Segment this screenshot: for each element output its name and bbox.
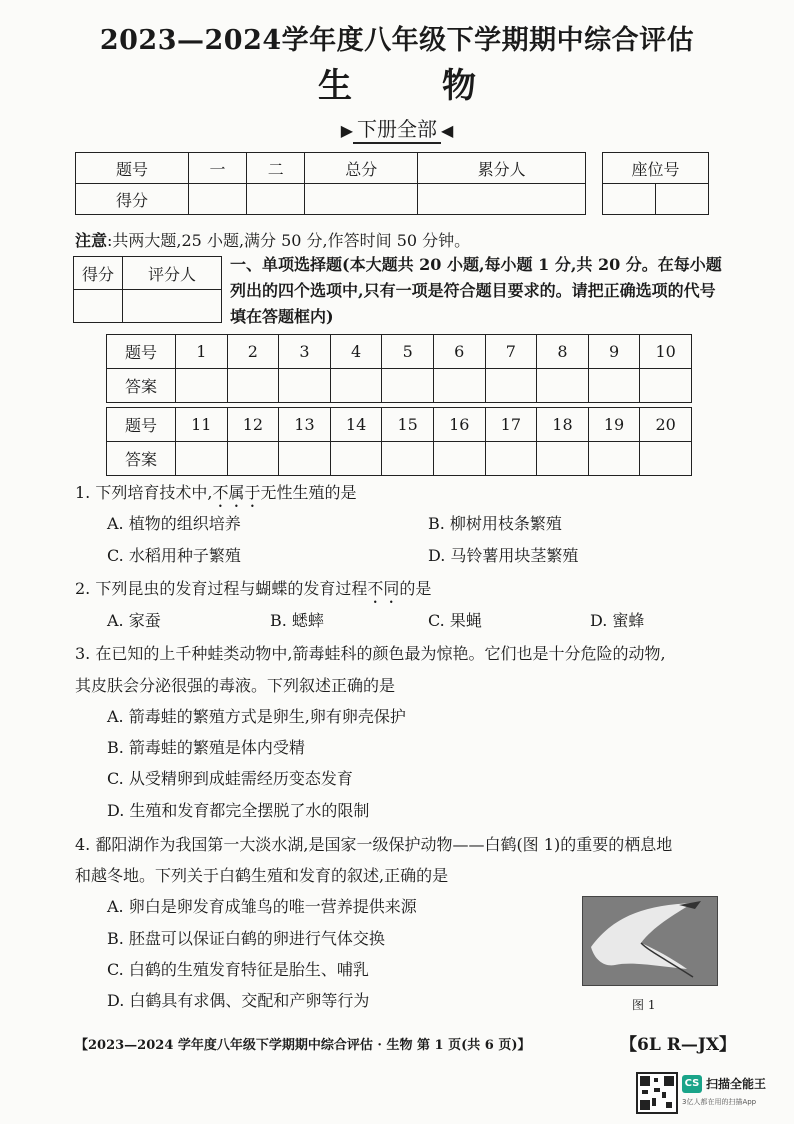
question-number: 20: [640, 408, 692, 442]
option-d: D. 白鹤具有求偶、交配和产卵等行为: [107, 991, 370, 1010]
answer-cell[interactable]: [330, 442, 382, 476]
emphasis-text: 不属于: [212, 483, 261, 502]
answer-cell[interactable]: [433, 369, 485, 403]
answer-cell[interactable]: [382, 369, 434, 403]
grader-score-label: 得分: [74, 257, 123, 290]
scanner-app-name: 扫描全能王: [706, 1077, 767, 1091]
score-cell[interactable]: [305, 184, 418, 215]
question-1-stem: [75, 480, 356, 511]
answer-cell[interactable]: [537, 369, 589, 403]
score-table-header: 总分: [305, 153, 418, 184]
answer-cell[interactable]: [227, 442, 279, 476]
question-number: 14: [330, 408, 382, 442]
seat-label: 座位号: [603, 153, 709, 184]
option-d: D. 生殖和发育都完全摆脱了水的限制: [107, 801, 370, 820]
scanner-tagline: 3亿人都在用的扫描App: [682, 1098, 757, 1106]
score-table-header: 累分人: [418, 153, 586, 184]
score-cell[interactable]: [247, 184, 305, 215]
answer-cell[interactable]: [588, 369, 640, 403]
notice-text: :共两大题,25 小题,满分 50 分,作答时间 50 分钟。: [107, 231, 471, 250]
question-number: 15: [382, 408, 434, 442]
question-text: 无性生殖的是: [260, 483, 357, 502]
question-number: 1: [176, 335, 228, 369]
paper-code: 【6L R—JX】: [620, 1035, 737, 1055]
question-number: 18: [537, 408, 589, 442]
option-b: B. 柳树用枝条繁殖: [428, 514, 562, 533]
answer-table-a-label: 答案: [107, 442, 176, 476]
score-table-header: 一: [188, 153, 246, 184]
option-b: B. 蟋蟀: [270, 611, 324, 630]
answer-table-q-label: 题号: [107, 335, 176, 369]
question-4-line-1: 4. 鄱阳湖作为我国第一大淡水湖,是国家一级保护动物——白鹤(图 1)的重要的栖息地: [75, 835, 673, 854]
section-instructions: 一、单项选择题(本大题共 20 小题,每小题 1 分,共 20 分。在每小题列出的四个选项中,只有一项是符合题目要求的。请把正确选项的代号填在答题框内): [230, 255, 722, 326]
right-triangle-icon: ▶: [340, 121, 353, 140]
score-cell[interactable]: [188, 184, 246, 215]
answer-cell[interactable]: [227, 369, 279, 403]
question-number: 4: [330, 335, 382, 369]
answer-cell[interactable]: [640, 369, 692, 403]
option-c: C. 从受精卵到成蛙需经历变态发育: [107, 769, 353, 788]
answer-cell[interactable]: [640, 442, 692, 476]
score-row-label: 得分: [76, 184, 189, 215]
question-number: 17: [485, 408, 537, 442]
answer-cell[interactable]: [279, 442, 331, 476]
option-a: A. 家蚕: [107, 611, 161, 630]
grader-reviewer-label: 评分人: [123, 257, 222, 290]
option-c: C. 果蝇: [428, 611, 482, 630]
question-text: 1. 下列培育技术中,: [75, 483, 213, 502]
answer-cell[interactable]: [330, 369, 382, 403]
page-footer: 【2023—2024 学年度八年级下学期期中综合评估 · 生物 第 1 页(共 6 页)】: [75, 1038, 531, 1053]
question-2-stem: [75, 576, 431, 607]
white-crane-image: [583, 897, 717, 985]
subject-title: 生物: [318, 66, 566, 106]
answer-cell[interactable]: [485, 442, 537, 476]
seat-table: [602, 152, 709, 215]
question-number: 5: [382, 335, 434, 369]
figure-caption: 图 1: [632, 998, 656, 1012]
question-number: 6: [433, 335, 485, 369]
answer-cell[interactable]: [485, 369, 537, 403]
crane-photo: [582, 896, 718, 986]
option-b: B. 箭毒蛙的繁殖是体内受精: [107, 738, 305, 757]
question-3-line-2: 其皮肤会分泌很强的毒液。下列叙述正确的是: [75, 676, 396, 695]
question-number: 16: [433, 408, 485, 442]
question-number: 13: [279, 408, 331, 442]
answer-table: [106, 334, 692, 476]
answer-cell[interactable]: [382, 442, 434, 476]
grader-table: [73, 256, 222, 323]
answer-table-q-label: 题号: [107, 408, 176, 442]
question-number: 3: [279, 335, 331, 369]
option-b: B. 胚盘可以保证白鹤的卵进行气体交换: [107, 929, 385, 948]
question-number: 12: [227, 408, 279, 442]
question-3-line-1: 3. 在已知的上千种蛙类动物中,箭毒蛙科的颜色最为惊艳。它们也是十分危险的动物,: [75, 644, 666, 663]
question-number: 7: [485, 335, 537, 369]
score-table-header: 二: [247, 153, 305, 184]
answer-cell[interactable]: [176, 442, 228, 476]
question-number: 9: [588, 335, 640, 369]
option-a: A. 植物的组织培养: [107, 514, 241, 533]
option-d: D. 蜜蜂: [590, 611, 645, 630]
score-cell[interactable]: [418, 184, 586, 215]
camscanner-logo-icon: CS: [682, 1075, 702, 1093]
grader-score-cell[interactable]: [74, 290, 123, 323]
question-text: 2. 下列昆虫的发育过程与蝴蝶的发育过程: [75, 579, 368, 598]
question-text: 的是: [399, 579, 432, 598]
question-number: 11: [176, 408, 228, 442]
score-table-header: 题号: [76, 153, 189, 184]
seat-cell[interactable]: [603, 184, 656, 215]
option-c: C. 水稻用种子繁殖: [107, 546, 241, 565]
scope-text: 下册全部: [353, 113, 441, 144]
score-table: [75, 152, 586, 215]
notice-label: 注意: [75, 231, 108, 250]
option-a: A. 卵白是卵发育成雏鸟的唯一营养提供来源: [107, 897, 417, 916]
answer-cell[interactable]: [433, 442, 485, 476]
emphasis-text: 不同: [367, 579, 400, 598]
question-number: 19: [588, 408, 640, 442]
grader-reviewer-cell[interactable]: [123, 290, 222, 323]
qr-code-icon: [636, 1072, 678, 1114]
notice: [75, 228, 470, 251]
scope-label: [0, 113, 794, 144]
option-a: A. 箭毒蛙的繁殖方式是卵生,卵有卵壳保护: [107, 707, 406, 726]
question-number: 8: [537, 335, 589, 369]
answer-cell[interactable]: [588, 442, 640, 476]
option-d: D. 马铃薯用块茎繁殖: [428, 546, 579, 565]
answer-cell[interactable]: [279, 369, 331, 403]
option-c: C. 白鹤的生殖发育特征是胎生、哺乳: [107, 960, 369, 979]
answer-cell[interactable]: [537, 442, 589, 476]
question-number: 2: [227, 335, 279, 369]
question-number: 10: [640, 335, 692, 369]
answer-cell[interactable]: [176, 369, 228, 403]
answer-table-a-label: 答案: [107, 369, 176, 403]
seat-cell[interactable]: [655, 184, 708, 215]
exam-title: 2023—2024学年度八年级下学期期中综合评估: [99, 25, 695, 56]
left-triangle-icon: ◀: [441, 121, 454, 140]
question-4-line-2: 和越冬地。下列关于白鹤生殖和发育的叙述,正确的是: [75, 866, 449, 885]
